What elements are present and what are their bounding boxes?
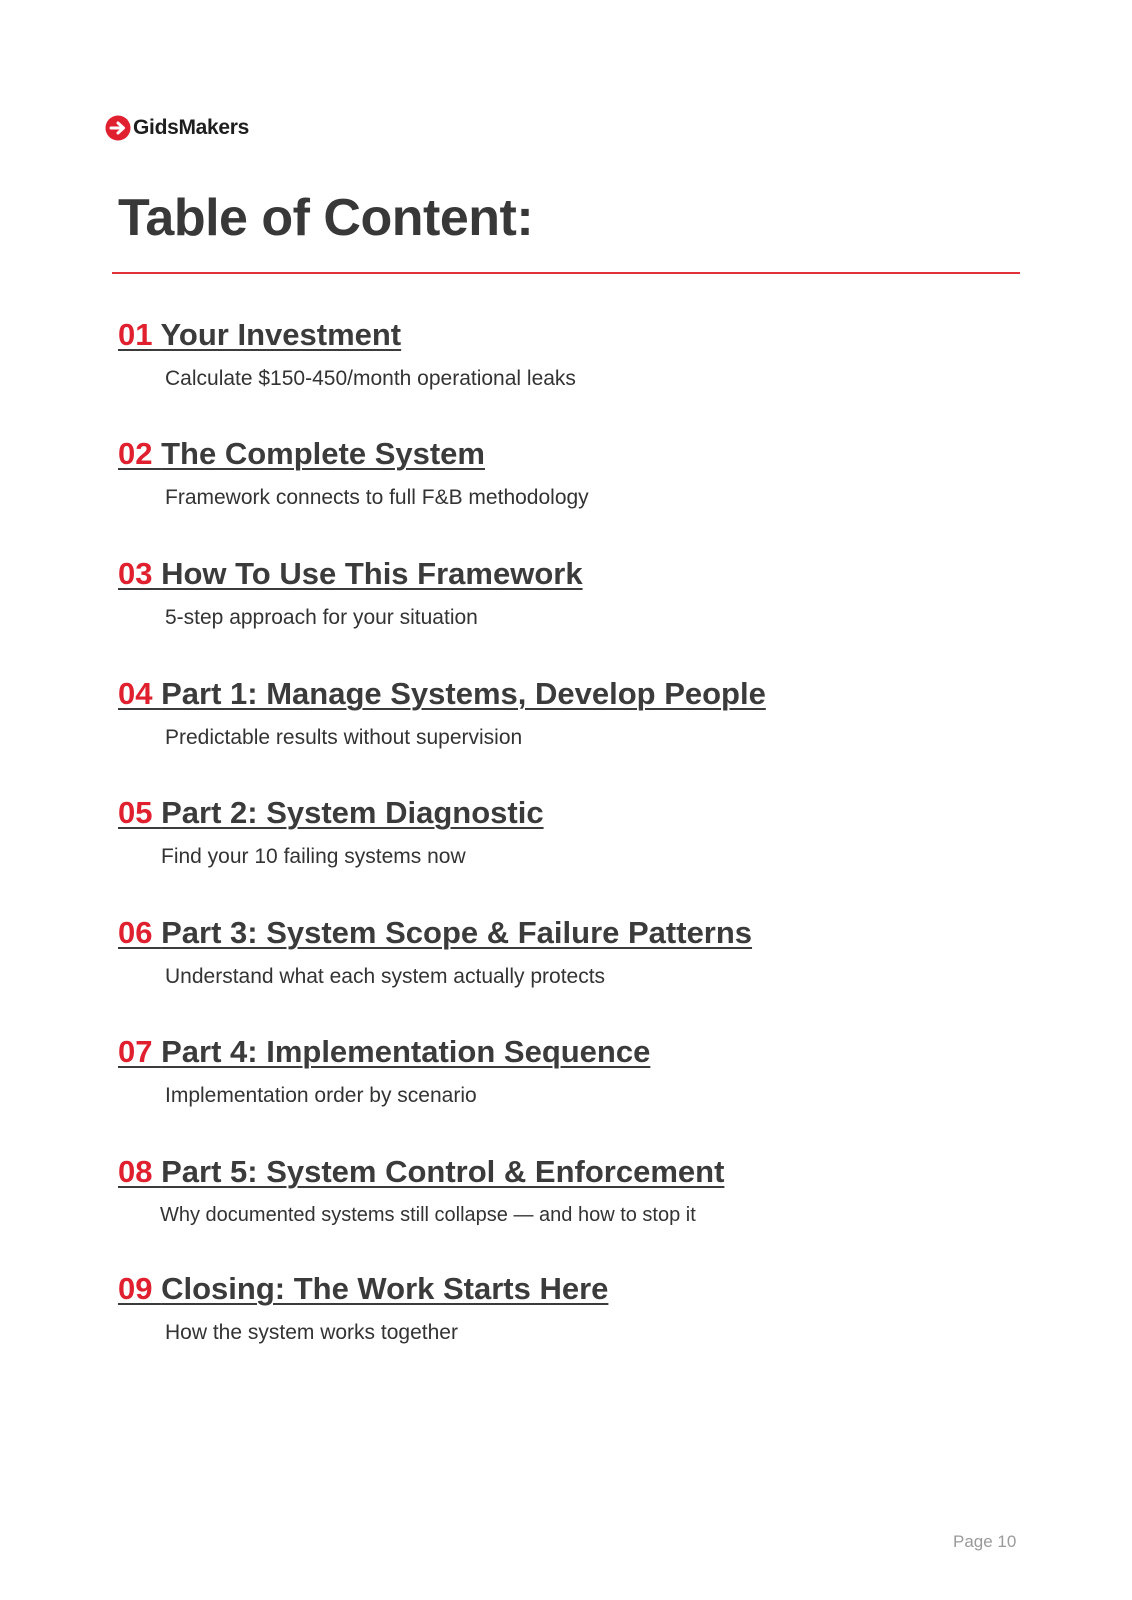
- toc-number: 03: [118, 556, 153, 591]
- page-title: Table of Content:: [118, 189, 534, 247]
- toc-link-04[interactable]: [118, 676, 766, 712]
- toc-heading-text: Part 5: System Control & Enforcement: [161, 1154, 725, 1189]
- toc-link-03[interactable]: [118, 556, 583, 592]
- toc-link-09[interactable]: [118, 1271, 608, 1307]
- toc-number: 07: [118, 1034, 153, 1069]
- toc-link-07[interactable]: [118, 1034, 650, 1070]
- toc-description: 5-step approach for your situation: [165, 606, 478, 629]
- toc-number: 05: [118, 795, 153, 830]
- toc-heading-text: How To Use This Framework: [161, 556, 583, 591]
- toc-link-08[interactable]: [118, 1154, 724, 1190]
- toc-description: Framework connects to full F&B methodology: [165, 486, 589, 509]
- toc-number: 01: [118, 317, 153, 352]
- toc-description: How the system works together: [165, 1321, 458, 1344]
- toc-number: 08: [118, 1154, 153, 1189]
- toc-description: Implementation order by scenario: [165, 1084, 477, 1107]
- toc-description: Why documented systems still collapse — and how to stop it: [160, 1204, 696, 1226]
- toc-description: Predictable results without supervision: [165, 726, 523, 749]
- toc-heading-text: Part 2: System Diagnostic: [161, 795, 544, 830]
- toc-heading-text: Part 3: System Scope & Failure Patterns: [161, 915, 753, 950]
- toc-number: 02: [118, 436, 153, 471]
- toc-description: Understand what each system actually protects: [165, 965, 606, 988]
- page-number: Page 10: [953, 1532, 1017, 1551]
- toc-heading-text: Your Investment: [160, 317, 402, 352]
- toc-link-01[interactable]: [118, 317, 401, 353]
- toc-heading-text: Part 1: Manage Systems, Develop People: [161, 676, 766, 711]
- toc-heading-text: Part 4: Implementation Sequence: [161, 1034, 651, 1069]
- toc-description: Calculate $150-450/month operational leaks: [165, 367, 576, 390]
- toc-link-06[interactable]: [118, 915, 752, 951]
- toc-description: Find your 10 failing systems now: [161, 845, 466, 868]
- toc-link-02[interactable]: [118, 436, 485, 472]
- toc-link-05[interactable]: [118, 795, 544, 831]
- toc-heading-text: The Complete System: [161, 436, 485, 471]
- toc-number: 06: [118, 915, 153, 950]
- brand-name: GidsMakers: [133, 116, 250, 139]
- toc-heading-text: Closing: The Work Starts Here: [161, 1271, 609, 1306]
- toc-number: 09: [118, 1271, 153, 1306]
- toc-number: 04: [118, 676, 153, 711]
